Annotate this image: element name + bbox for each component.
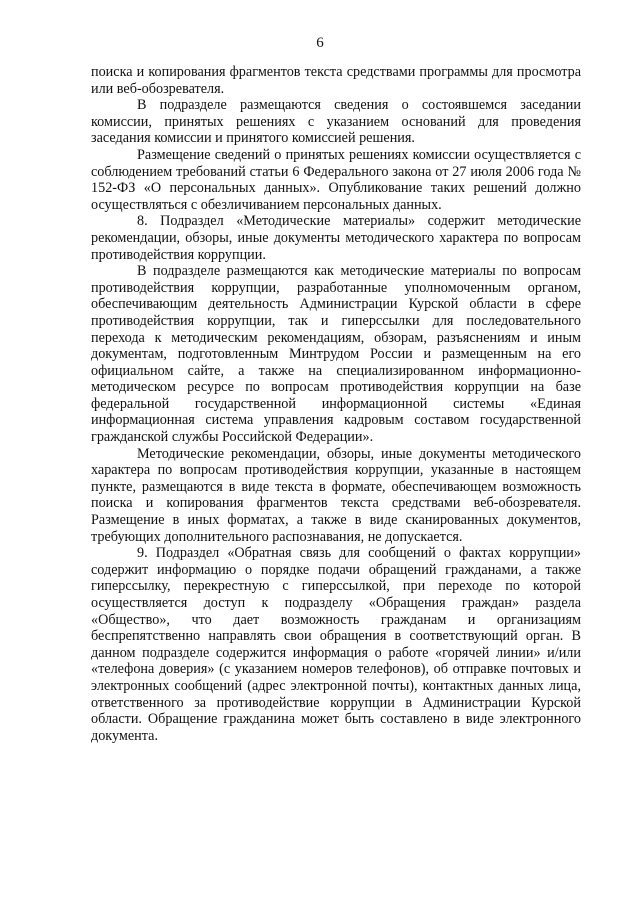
paragraph-section-8-methodological-materials: 8. Подраздел «Методические материалы» содержит методические рекомендации, обзоры, иные документы методического характера по вопросам противодействия коррупции.: [91, 213, 581, 263]
paragraph-methodological-format: Методические рекомендации, обзоры, иные документы методического характера по вопросам противодействия коррупции, указанные в настоящем пункте, размещаются в виде текста в формате, обеспечивающем возможность поиска и копирования фрагментов текста средствами веб-обозревателя. Размещение в иных форматах, а также в виде сканированных документов, требующих дополнительного распознавания, не допускается.: [91, 445, 581, 545]
document-body: [91, 64, 581, 744]
paragraph-commission-meeting-info: В подразделе размещаются сведения о состоявшемся заседании комиссии, принятых решениях с указанием оснований для проведения заседания комиссии и принятого комиссией решения.: [91, 97, 581, 147]
paragraph-section-9-feedback: 9. Подраздел «Обратная связь для сообщений о фактах коррупции» содержит информацию о порядке подачи обращений гражданами, а также гиперссылку, перекрестную с гиперссылкой, при переходе по которой осуществляется доступ к подразделу «Обращения граждан» раздела «Общество», что дает возможность гражданам и организациям беспрепятственно направлять свои обращения в соответствующий орган. В данном подразделе содержится информация о работе «горячей линии» и/или «телефона доверия» (с указанием номеров телефонов), об отправке почтовых и электронных сообщений (адрес электронной почты), контактных данных лица, ответственного за противодействие коррупции в Администрации Курской области. Обращение гражданина может быть составлено в виде электронного документа.: [91, 545, 581, 744]
page-number: 6: [316, 35, 324, 51]
paragraph-methodological-materials-placement: В подразделе размещаются как методические материалы по вопросам противодействия коррупции, разработанные уполномоченным органом, обеспечивающим деятельность Администрации Курской области в сфере противодействия коррупции, так и гиперссылки для последовательного перехода к методическим рекомендациям, обзорам, разъяснениям и иным документам, подготовленным Минтрудом России и размещенным на его официальном сайте, а также на специализированном информационно-методическом ресурсе по вопросам противодействия коррупции на базе федеральной государственной информационной системы «Единая информационная система управления кадровым составом государственной гражданской службы Российской Федерации».: [91, 263, 581, 446]
paragraph-continuation: поиска и копирования фрагментов текста средствами программы для просмотра или веб-обозревателя.: [91, 64, 581, 97]
paragraph-personal-data-requirements: Размещение сведений о принятых решениях комиссии осуществляется с соблюдением требований статьи 6 Федерального закона от 27 июля 2006 года № 152-ФЗ «О персональных данных». Опубликование таких решений должно осуществляться с обезличиванием персональных данных.: [91, 146, 581, 213]
